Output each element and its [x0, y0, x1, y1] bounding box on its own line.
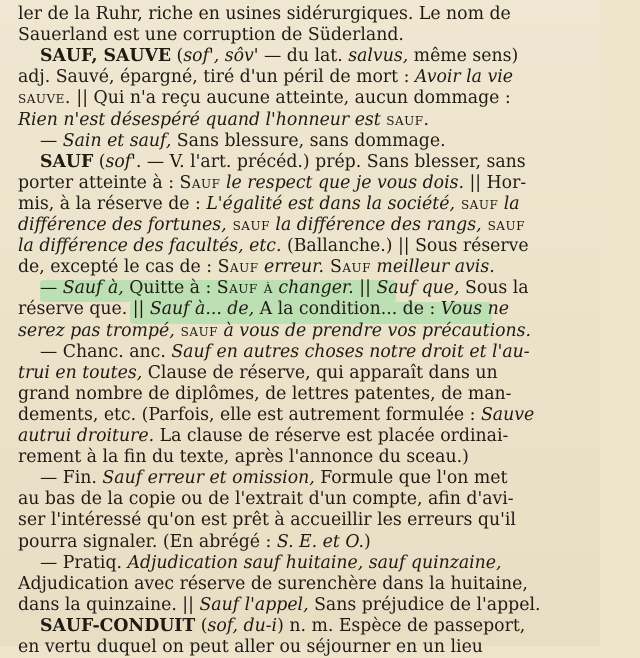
- text-run: porter atteinte à :: [18, 172, 180, 193]
- text-run: Sain et sauf,: [62, 130, 172, 151]
- text-line: [0, 45, 640, 67]
- text-run: — Chanc. anc.: [40, 341, 172, 362]
- text-run: ||: [353, 278, 377, 299]
- text-run: Sous la: [459, 278, 529, 299]
- text-run: sof', sôv': [183, 46, 259, 67]
- text-line: [0, 66, 618, 88]
- text-line: [0, 214, 618, 236]
- text-line: [0, 87, 618, 109]
- text-run: A la condition... de :: [254, 299, 441, 320]
- text-run: —: [40, 130, 63, 151]
- text-line: [0, 109, 618, 131]
- text-run: Sauf erreur et omission,: [102, 468, 315, 489]
- text-run: trui en toutes,: [18, 362, 143, 383]
- text-run: grand nombre de diplômes, de lettres patentes, de man-: [18, 383, 512, 404]
- text-run: au bas de la copie ou de l'extrait d'un compte, afin d'avi-: [18, 489, 514, 510]
- text-run: adj. Sauvé, épargné, tiré d'un péril de mort :: [18, 67, 415, 88]
- text-line: [0, 594, 618, 616]
- text-run: Avoir la vie: [414, 67, 513, 88]
- text-line: [0, 130, 640, 152]
- text-line: [0, 24, 618, 46]
- text-run: dements, etc. (Parfois, elle est autrement formulée :: [18, 404, 481, 425]
- text-line: [0, 615, 640, 637]
- text-run: à vous de prendre vos précautions.: [218, 320, 532, 341]
- text-run: Clause de réserve, qui apparaît dans un: [142, 362, 498, 383]
- text-run: erreur.: [258, 257, 324, 278]
- text-line: [0, 509, 618, 531]
- text-run: la différence des facultés, etc.: [18, 236, 282, 257]
- text-run: SAUF, SAUVE: [40, 46, 172, 67]
- text-run: ): [363, 531, 371, 552]
- text-run: ler de la Ruhr, riche en usines sidérurgiques. Le nom de: [18, 4, 511, 24]
- text-run: la: [498, 193, 520, 214]
- text-line: [0, 193, 618, 215]
- text-line: [0, 383, 618, 405]
- text-line: [0, 467, 640, 489]
- text-run: Sauf: [217, 257, 259, 278]
- text-line: [0, 256, 618, 278]
- text-run: || Qui n'a reçu aucune atteinte, aucun dommage :: [70, 88, 511, 109]
- text-run: le respect que je vous dois.: [220, 172, 464, 193]
- text-line: [0, 425, 618, 447]
- text-run: Sans préjudice de l'appel.: [308, 594, 541, 615]
- text-line: [0, 235, 618, 257]
- text-run: sauf: [454, 193, 499, 214]
- text-run: sauf: [174, 320, 219, 341]
- text-run: Adjudication avec réserve de surenchère dans la huitaine,: [18, 573, 528, 594]
- text-run: Rien n'est désespéré quand l'honneur est: [18, 109, 387, 130]
- text-run: (Ballanche.) || Sous réserve: [281, 236, 529, 257]
- text-line: [0, 573, 618, 595]
- text-run: SAUF-CONDUIT: [40, 615, 196, 636]
- text-line: [0, 446, 618, 468]
- text-run: même sens): [408, 46, 519, 67]
- text-run: changer.: [272, 278, 354, 299]
- text-run: sauve.: [18, 88, 71, 109]
- text-run: sauf.: [386, 109, 430, 130]
- text-line: [0, 277, 640, 299]
- text-run: — Pratiq.: [40, 552, 128, 573]
- text-run: Sans blessure, sans dommage.: [171, 130, 446, 151]
- text-run: Sauf à: [216, 278, 273, 299]
- text-line: [0, 552, 640, 574]
- text-run: serez pas trompé,: [18, 320, 175, 341]
- text-run: sauf: [481, 215, 525, 235]
- text-run: Sauve: [480, 404, 535, 425]
- text-run: ser l'intéressé qu'on est prêt à accueillir les erreurs qu'il: [18, 510, 516, 531]
- text-run: (: [171, 46, 184, 67]
- text-run: Sauf à,: [62, 278, 124, 299]
- text-run: L'égalité est dans la société,: [206, 193, 455, 214]
- text-run: — du lat.: [258, 46, 349, 67]
- text-run: —: [40, 278, 63, 299]
- text-run: — Fin.: [40, 468, 103, 489]
- text-run: mis, à la réserve de :: [18, 193, 207, 214]
- text-run: Sauf à... de,: [149, 299, 255, 320]
- text-run: sauf: [226, 215, 270, 235]
- text-run: meilleur avis.: [370, 257, 495, 278]
- text-run: en vertu duquel on peut aller ou séjourner en un lieu: [18, 637, 483, 657]
- text-line: [0, 3, 618, 25]
- text-line: [0, 531, 618, 553]
- text-run: sof'.: [105, 151, 142, 172]
- text-run: différence des fortunes,: [18, 215, 227, 235]
- text-run: (: [195, 615, 208, 636]
- text-run: Quitte à :: [123, 278, 217, 299]
- text-run: Sauf que,: [376, 278, 460, 299]
- text-line: [0, 636, 618, 658]
- text-line: [0, 298, 618, 320]
- text-run: pourra signaler. (En abrégé :: [18, 531, 277, 552]
- text-run: sof, du-i: [207, 615, 278, 636]
- text-run: — V. l'art. précéd.) prép. Sans blesser, sans: [141, 151, 526, 172]
- text-run: S. E. et O.: [276, 531, 364, 552]
- text-run: Sauf l'appel,: [199, 594, 309, 615]
- text-run: autrui droiture.: [18, 426, 155, 446]
- text-line: [0, 488, 618, 510]
- text-run: Sauf: [179, 172, 221, 193]
- text-run: rement à la fin du texte, après l'annonce du sceau.): [18, 447, 469, 468]
- text-run: Formule que l'on met: [314, 468, 508, 489]
- text-line: [0, 341, 640, 363]
- text-line: [0, 404, 618, 426]
- text-run: Adjudication sauf huitaine, sauf quinzaine,: [127, 552, 502, 573]
- text-run: ) n. m. Espèce de passeport,: [277, 615, 526, 636]
- text-run: de, excepté le cas de :: [18, 257, 218, 278]
- text-run: Sauerland est une corruption de Süderland.: [18, 25, 404, 46]
- text-run: SAUF: [40, 151, 94, 172]
- text-run: (: [93, 151, 106, 172]
- text-run: réserve que. ||: [18, 299, 150, 320]
- text-run: salvus,: [348, 46, 409, 67]
- text-run: la différence des rangs,: [269, 215, 482, 235]
- text-run: Sauf en autres choses notre droit et l'au-: [171, 341, 530, 362]
- text-run: Vous ne: [440, 299, 509, 320]
- text-line: [0, 172, 618, 194]
- text-line: [0, 151, 640, 173]
- text-run: || Hor-: [463, 172, 527, 193]
- text-line: [0, 320, 618, 342]
- text-run: La clause de réserve est placée ordinai-: [154, 426, 509, 446]
- text-run: dans la quinzaine. ||: [18, 594, 200, 615]
- text-run: Sauf: [324, 257, 371, 278]
- text-line: [0, 362, 618, 384]
